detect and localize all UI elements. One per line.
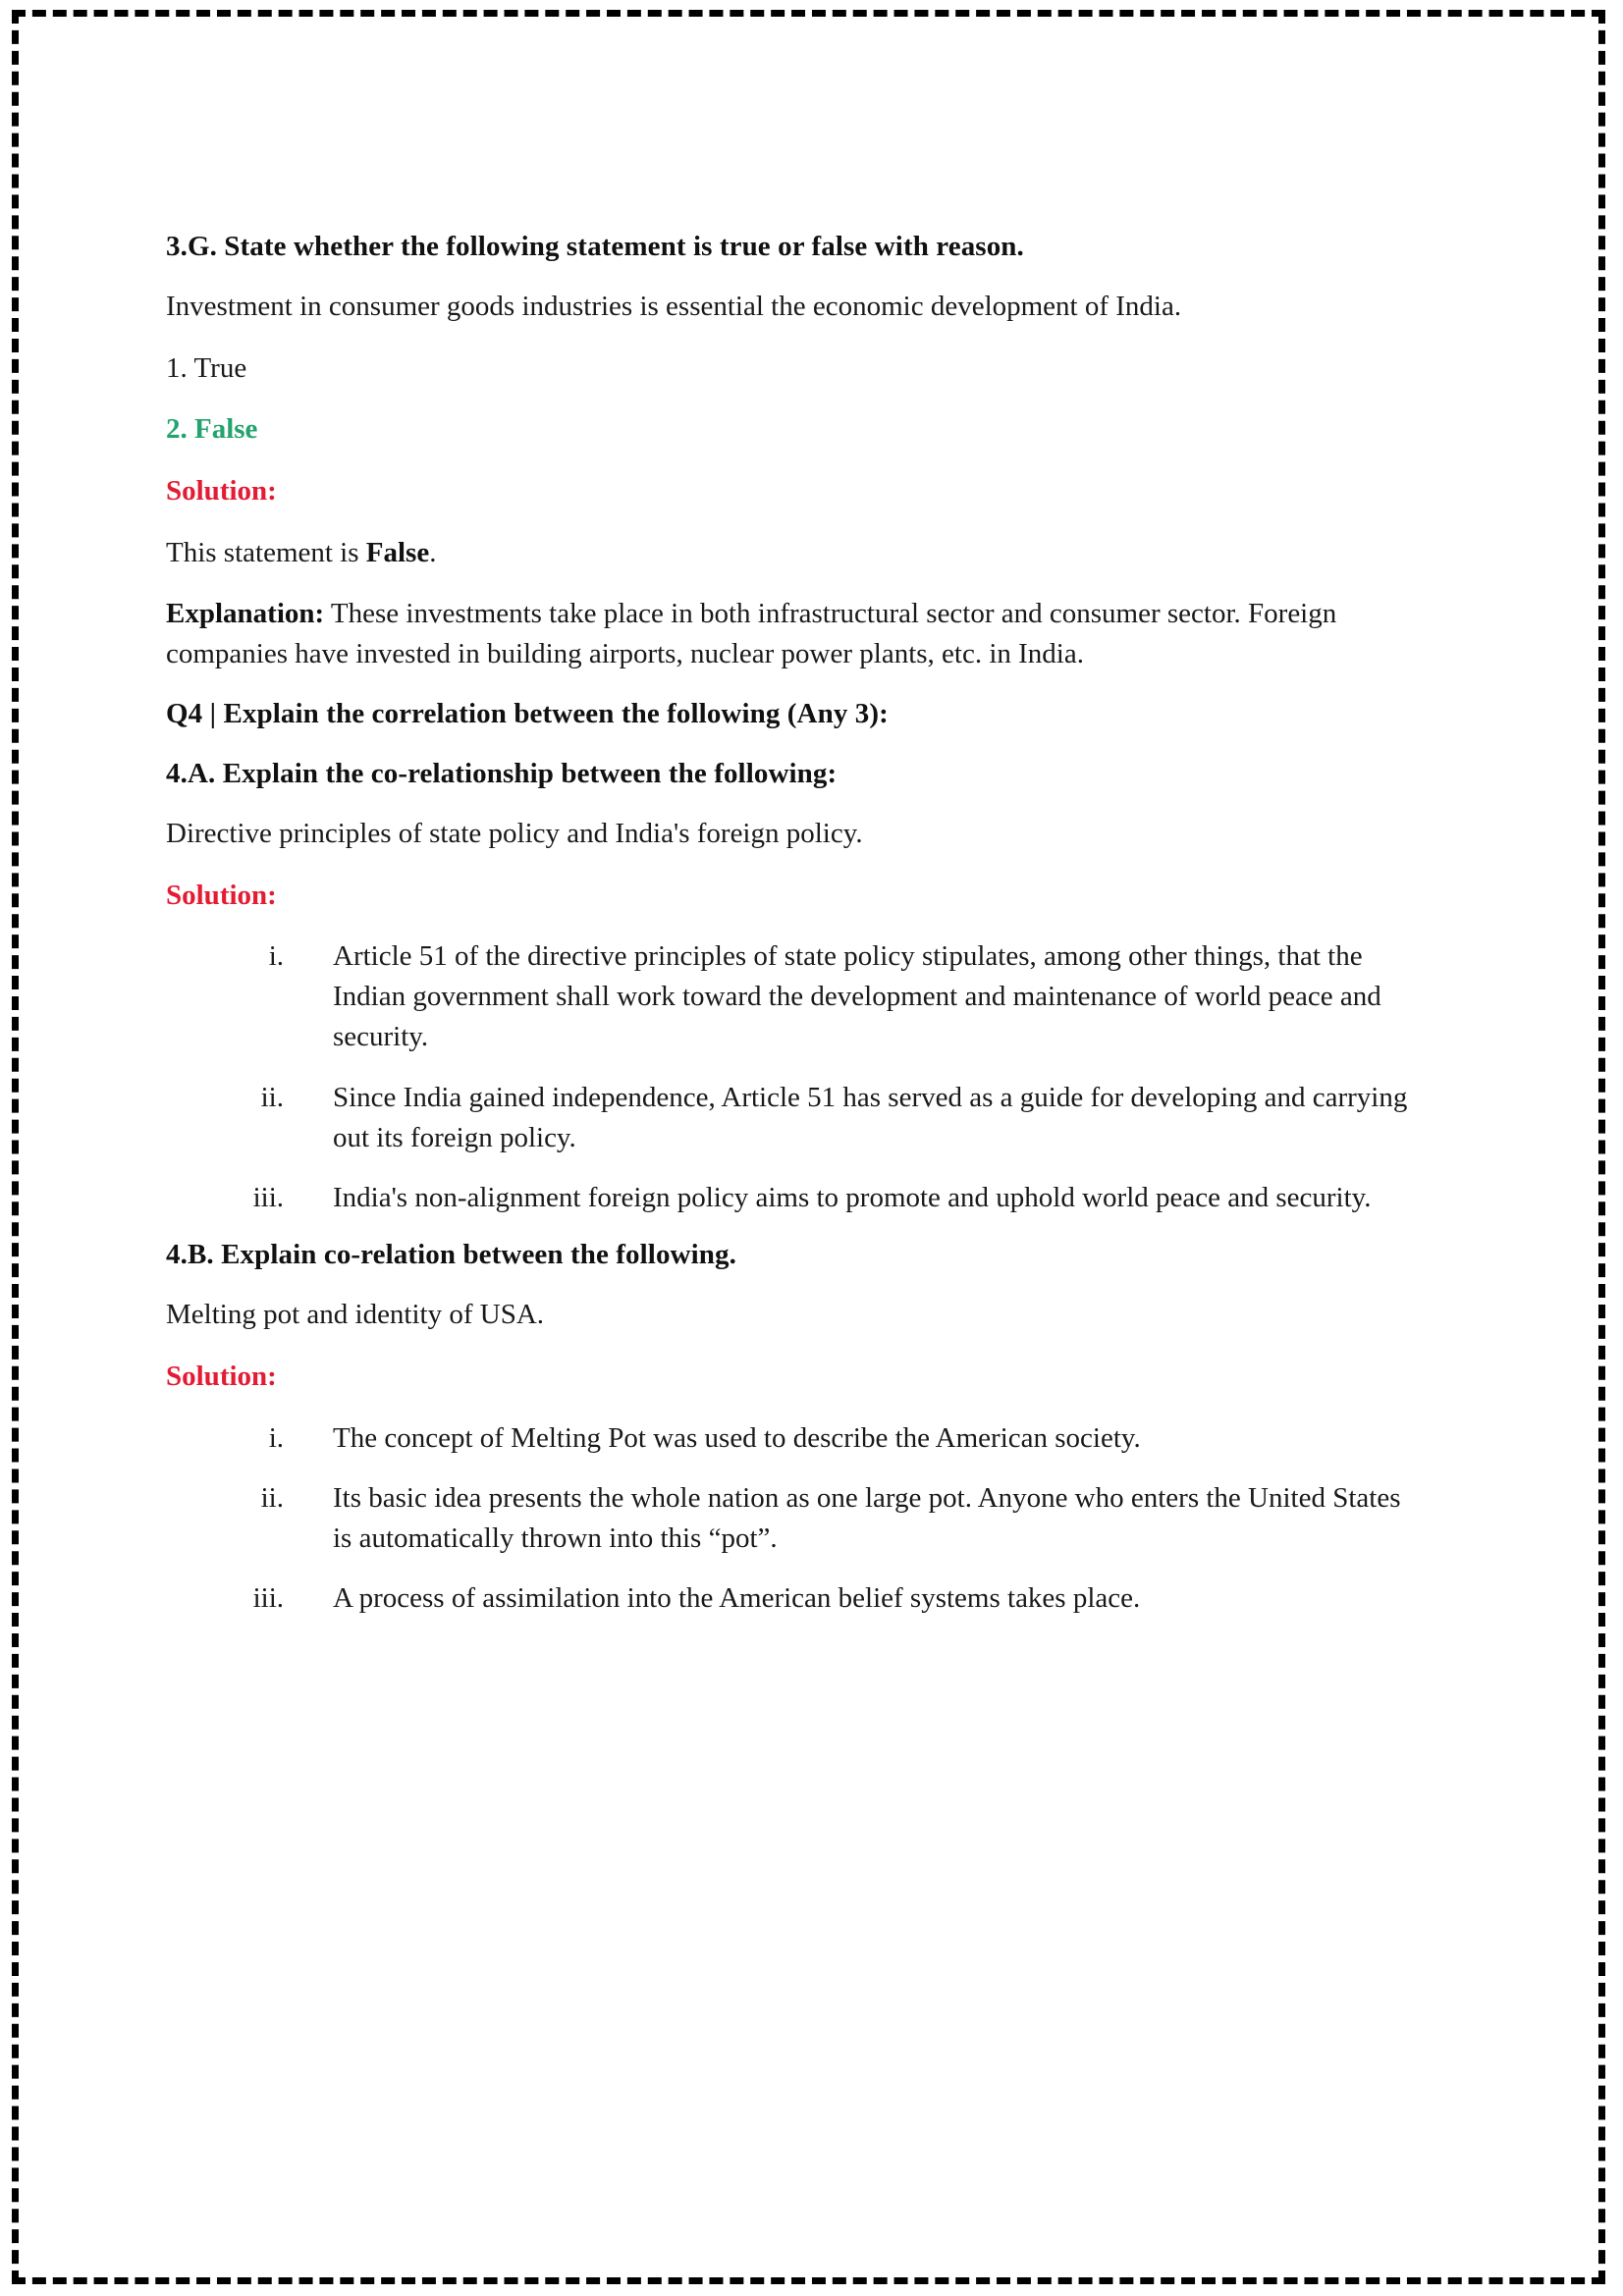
document-body [166,228,1423,1636]
question-4a-heading: 4.A. Explain the co-relationship between the following: [166,757,838,789]
answer-4a-list [166,936,1423,1218]
solution-label-4a: Solution: [166,879,277,911]
option-3g-1[interactable]: 1. True [166,351,247,384]
question-4b-statement: Melting pot and identity of USA. [166,1299,545,1331]
answer-3g-verdict-run-1: False [365,536,430,568]
solution-label-4b: Solution: [166,1361,277,1393]
list-item: Since India gained independence, Article 51 has served as a guide for developing and carrying out its foreign policy. [333,1081,1408,1153]
question-4-heading: Q4 | Explain the correlation between the following (Any 3): [166,698,889,730]
question-4a-statement: Directive principles of state policy and India's foreign policy. [166,817,863,849]
question-4b-heading: 4.B. Explain co-relation between the following. [166,1239,736,1271]
answer-3g-explanation-run-0: Explanation: [166,598,325,630]
question-3g-statement: Investment in consumer goods industries is essential the economic development of India. [166,291,1182,323]
list-item: India's non-alignment foreign policy aims to promote and uphold world peace and security. [333,1182,1372,1213]
list-item: The concept of Melting Pot was used to describe the American society. [333,1421,1141,1454]
answer-4b-list [166,1418,1423,1620]
answer-3g-verdict-run-2: . [429,536,437,568]
list-item: Article 51 of the directive principles of state policy stipulates, among other things, that the Indian government shall work toward the development and maintenance of world peace and security. [333,940,1381,1053]
solution-label-3g: Solution: [166,475,277,507]
answer-3g-verdict [166,533,1423,573]
answer-3g-explanation [166,594,1423,673]
list-item: A process of assimilation into the American belief systems takes place. [333,1582,1141,1615]
option-3g-2[interactable]: 2. False [166,413,258,446]
page-dashed-border [12,10,1605,2284]
question-3g-heading: 3.G. State whether the following statement is true or false with reason. [166,231,1024,262]
answer-3g-verdict-run-0: This statement is [166,536,366,568]
answer-3g-explanation-run-1: These investments take place in both infrastructural sector and consumer sector. Foreign companies have invested in building airports, nuclear power plants, etc. in India. [166,598,1337,669]
list-item: Its basic idea presents the whole nation as one large pot. Anyone who enters the United States is automatically thrown into this “pot”. [333,1481,1401,1554]
